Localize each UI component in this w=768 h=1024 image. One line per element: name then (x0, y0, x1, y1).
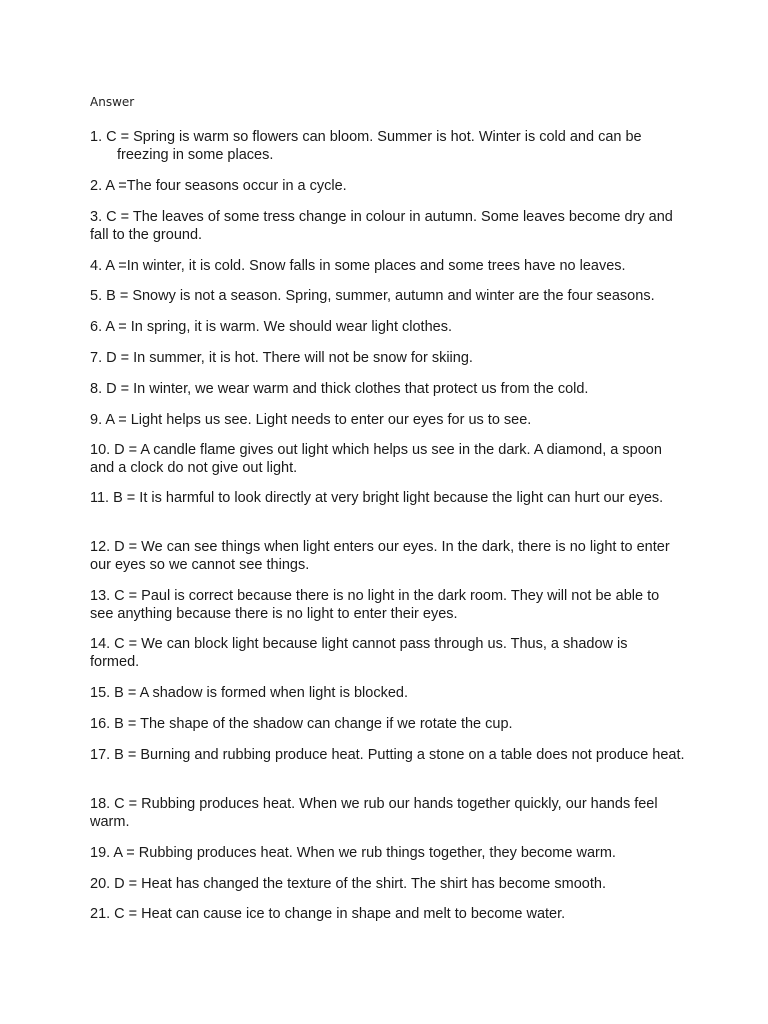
answer-item-7: 7. D = In summer, it is hot. There will not be snow for skiing. (90, 350, 473, 366)
answer-item-14: 14. C = We can block light because light cannot pass through us. Thus, a shadow is formed. (90, 636, 628, 670)
answer-heading: Answer (90, 95, 135, 109)
answer-item-20: 20. D = Heat has changed the texture of the shirt. The shirt has become smooth. (90, 876, 606, 892)
answer-item-1: 1. C = Spring is warm so flowers can bloom. Summer is hot. Winter is cold and can be freezing in some places. (90, 129, 642, 163)
answer-item-8: 8. D = In winter, we wear warm and thick clothes that protect us from the cold. (90, 381, 589, 397)
answer-item-3: 3. C = The leaves of some tress change in colour in autumn. Some leaves become dry and fall to the ground. (90, 209, 673, 243)
answer-item-15: 15. B = A shadow is formed when light is blocked. (90, 685, 408, 701)
answer-item-13: 13. C = Paul is correct because there is no light in the dark room. They will not be able to see anything because there is no light to enter their eyes. (90, 588, 660, 622)
answer-item-9: 9. A = Light helps us see. Light needs to enter our eyes for us to see. (90, 412, 532, 428)
answer-item-19: 19. A = Rubbing produces heat. When we rub things together, they become warm. (90, 845, 616, 861)
answer-item-4: 4. A =In winter, it is cold. Snow falls in some places and some trees have no leaves. (90, 258, 626, 274)
answer-item-18: 18. C = Rubbing produces heat. When we rub our hands together quickly, our hands feel warm. (90, 796, 658, 830)
answer-item-6: 6. A = In spring, it is warm. We should wear light clothes. (90, 319, 452, 335)
answer-item-21: 21. C = Heat can cause ice to change in shape and melt to become water. (90, 906, 566, 922)
answer-item-16: 16. B = The shape of the shadow can change if we rotate the cup. (90, 716, 513, 732)
answer-item-5: 5. B = Snowy is not a season. Spring, summer, autumn and winter are the four seasons. (90, 288, 655, 304)
answer-item-2: 2. A =The four seasons occur in a cycle. (90, 178, 347, 194)
answer-item-10: 10. D = A candle flame gives out light which helps us see in the dark. A diamond, a spoon and a clock do not give out light. (90, 442, 662, 476)
answer-item-12: 12. D = We can see things when light enters our eyes. In the dark, there is no light to enter our eyes so we cannot see things. (90, 539, 670, 573)
answer-item-11: 11. B = It is harmful to look directly at very bright light because the light can hurt our eyes. (90, 490, 664, 506)
answer-item-17: 17. B = Burning and rubbing produce heat. Putting a stone on a table does not produce heat. (90, 747, 685, 763)
